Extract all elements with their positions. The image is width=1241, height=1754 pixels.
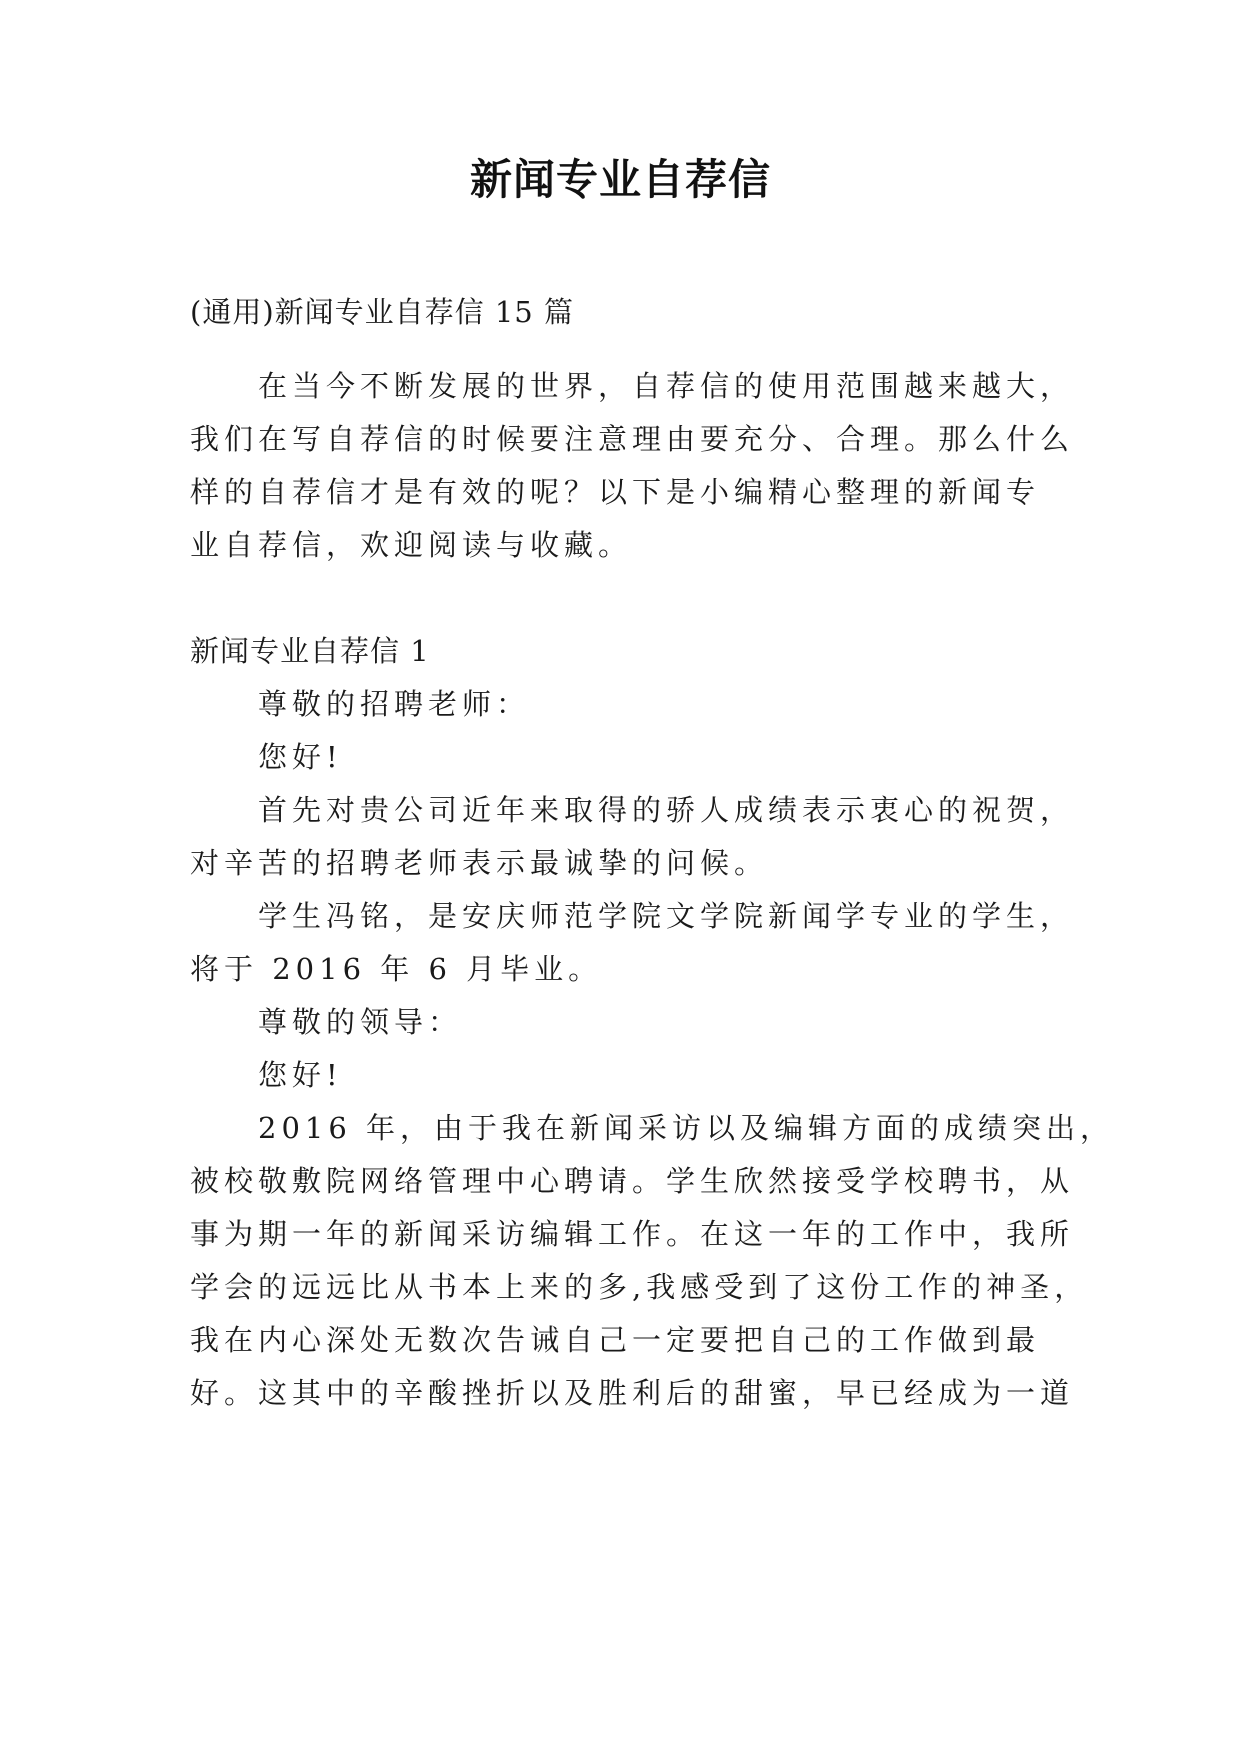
body-line: 好。这其中的辛酸挫折以及胜利后的甜蜜，早已经成为一道 bbox=[190, 1376, 1075, 1410]
body-line: 首先对贵公司近年来取得的骄人成绩表示衷心的祝贺， bbox=[258, 793, 1075, 827]
intro-line: 在当今不断发展的世界，自荐信的使用范围越来越大， bbox=[258, 369, 1075, 403]
body-line: 学会的远远比从书本上来的多,我感受到了这份工作的神圣， bbox=[190, 1270, 1089, 1304]
document-subtitle: (通用)新闻专业自荐信 15 篇 bbox=[190, 295, 574, 329]
greeting-line: 您好! bbox=[258, 1058, 343, 1092]
body-line: 对辛苦的招聘老师表示最诚挚的问候。 bbox=[190, 846, 769, 880]
salutation-line: 尊敬的招聘老师： bbox=[258, 687, 531, 721]
body-line: 学生冯铭，是安庆师范学院文学院新闻学专业的学生， bbox=[258, 899, 1075, 933]
salutation-line: 尊敬的领导： bbox=[258, 1005, 463, 1039]
body-line: 我在内心深处无数次告诫自己一定要把自己的工作做到最 bbox=[190, 1323, 1041, 1357]
document-title: 新闻专业自荐信 bbox=[469, 155, 771, 204]
greeting-line: 您好! bbox=[258, 740, 343, 774]
body-line: 将于 2016 年 6 月毕业。 bbox=[190, 952, 603, 986]
section-heading: 新闻专业自荐信 1 bbox=[190, 634, 430, 668]
body-line: 事为期一年的新闻采访编辑工作。在这一年的工作中，我所 bbox=[190, 1217, 1075, 1251]
body-line: 被校敬敷院网络管理中心聘请。学生欣然接受学校聘书，从 bbox=[190, 1164, 1075, 1198]
body-line: 2016 年，由于我在新闻采访以及编辑方面的成绩突出， bbox=[258, 1111, 1115, 1145]
intro-line: 业自荐信，欢迎阅读与收藏。 bbox=[190, 528, 633, 562]
intro-line: 样的自荐信才是有效的呢？以下是小编精心整理的新闻专 bbox=[190, 475, 1041, 509]
intro-line: 我们在写自荐信的时候要注意理由要充分、合理。那么什么 bbox=[190, 422, 1075, 456]
